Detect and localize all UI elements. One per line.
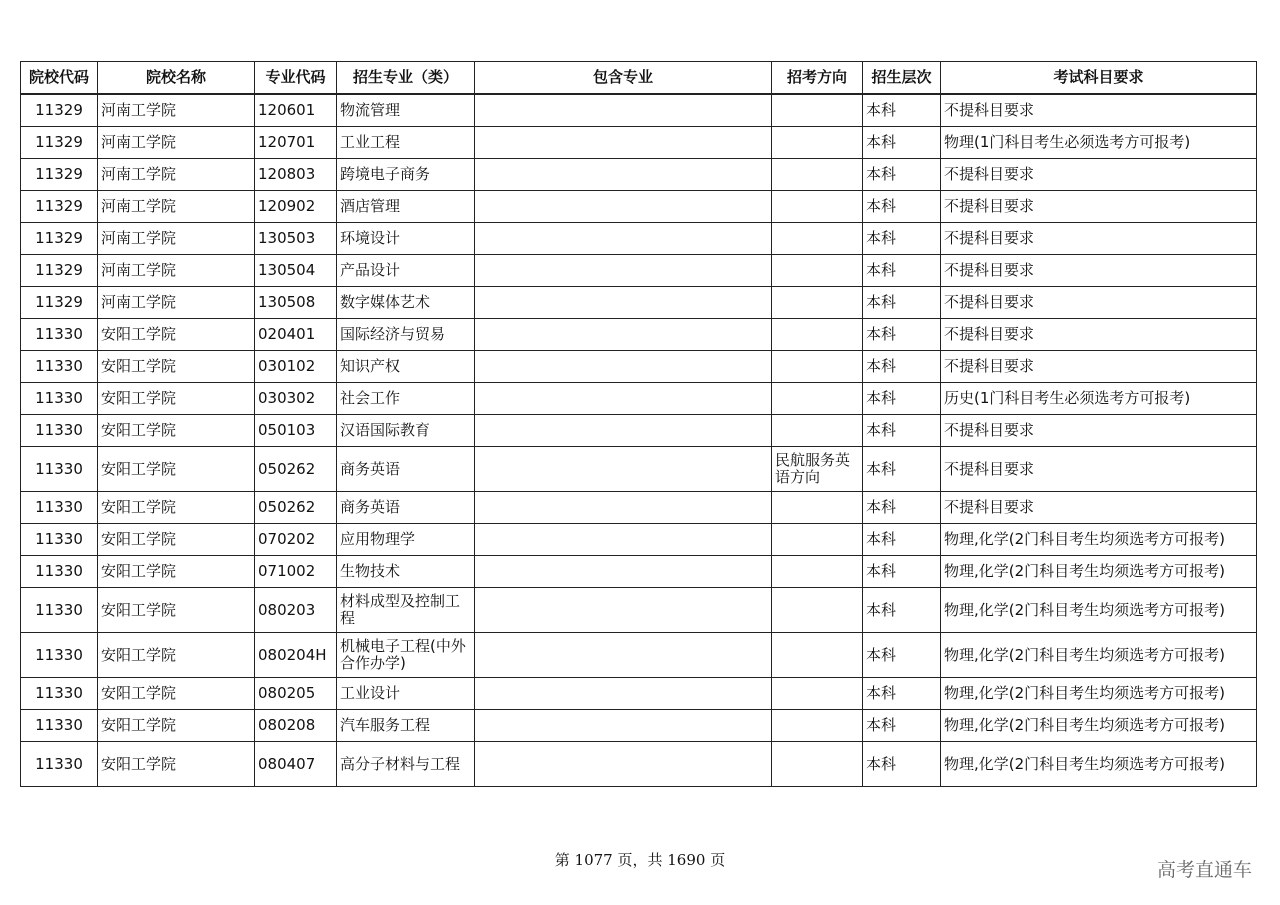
cell-includes bbox=[475, 223, 772, 255]
cell-school-name: 安阳工学院 bbox=[98, 319, 255, 351]
cell-major: 工业设计 bbox=[337, 678, 475, 710]
cell-includes bbox=[475, 524, 772, 556]
cell-major-code: 130508 bbox=[255, 287, 337, 319]
header-row bbox=[21, 62, 1257, 95]
cell-school-code: 11330 bbox=[21, 447, 98, 492]
cell-requirement: 不提科目要求 bbox=[941, 191, 1257, 223]
cell-requirement: 物理,化学(2门科目考生均须选考方可报考) bbox=[941, 588, 1257, 633]
cell-requirement: 不提科目要求 bbox=[941, 159, 1257, 191]
cell-major-code: 050103 bbox=[255, 415, 337, 447]
cell-major-code: 080407 bbox=[255, 742, 337, 787]
cell-school-name: 安阳工学院 bbox=[98, 492, 255, 524]
cell-school-code: 11330 bbox=[21, 742, 98, 787]
cell-includes bbox=[475, 588, 772, 633]
cell-level: 本科 bbox=[863, 524, 941, 556]
cell-direction bbox=[772, 127, 863, 159]
table-row bbox=[21, 710, 1257, 742]
cell-level: 本科 bbox=[863, 556, 941, 588]
cell-school-name: 河南工学院 bbox=[98, 287, 255, 319]
cell-direction bbox=[772, 223, 863, 255]
cell-major: 工业工程 bbox=[337, 127, 475, 159]
cell-requirement: 不提科目要求 bbox=[941, 351, 1257, 383]
header-school-code: 院校代码 bbox=[21, 62, 98, 95]
table-row bbox=[21, 255, 1257, 287]
cell-school-name: 河南工学院 bbox=[98, 94, 255, 127]
cell-level: 本科 bbox=[863, 678, 941, 710]
cell-school-name: 河南工学院 bbox=[98, 127, 255, 159]
cell-requirement: 不提科目要求 bbox=[941, 415, 1257, 447]
table-row bbox=[21, 351, 1257, 383]
cell-school-code: 11330 bbox=[21, 319, 98, 351]
cell-includes bbox=[475, 159, 772, 191]
cell-major: 应用物理学 bbox=[337, 524, 475, 556]
cell-direction bbox=[772, 588, 863, 633]
cell-requirement: 物理(1门科目考生必须选考方可报考) bbox=[941, 127, 1257, 159]
table-row bbox=[21, 127, 1257, 159]
cell-level: 本科 bbox=[863, 94, 941, 127]
cell-major: 环境设计 bbox=[337, 223, 475, 255]
cell-school-code: 11329 bbox=[21, 94, 98, 127]
cell-includes bbox=[475, 287, 772, 319]
cell-school-code: 11330 bbox=[21, 710, 98, 742]
cell-school-code: 11329 bbox=[21, 159, 98, 191]
cell-major-code: 120902 bbox=[255, 191, 337, 223]
cell-school-name: 安阳工学院 bbox=[98, 524, 255, 556]
table-body bbox=[21, 94, 1257, 787]
cell-school-name: 河南工学院 bbox=[98, 223, 255, 255]
cell-major: 数字媒体艺术 bbox=[337, 287, 475, 319]
cell-major: 酒店管理 bbox=[337, 191, 475, 223]
cell-school-code: 11330 bbox=[21, 633, 98, 678]
cell-direction bbox=[772, 351, 863, 383]
cell-school-name: 安阳工学院 bbox=[98, 415, 255, 447]
table-row bbox=[21, 524, 1257, 556]
cell-includes bbox=[475, 710, 772, 742]
cell-school-name: 河南工学院 bbox=[98, 191, 255, 223]
cell-level: 本科 bbox=[863, 351, 941, 383]
cell-direction bbox=[772, 492, 863, 524]
cell-includes bbox=[475, 415, 772, 447]
cell-school-code: 11329 bbox=[21, 191, 98, 223]
cell-school-code: 11330 bbox=[21, 415, 98, 447]
cell-includes bbox=[475, 127, 772, 159]
table-row bbox=[21, 678, 1257, 710]
cell-major: 材料成型及控制工程 bbox=[337, 588, 475, 633]
header-direction: 招考方向 bbox=[772, 62, 863, 95]
cell-school-code: 11329 bbox=[21, 127, 98, 159]
cell-school-name: 安阳工学院 bbox=[98, 678, 255, 710]
header-includes: 包含专业 bbox=[475, 62, 772, 95]
cell-includes bbox=[475, 633, 772, 678]
cell-direction bbox=[772, 678, 863, 710]
cell-school-name: 安阳工学院 bbox=[98, 588, 255, 633]
table-row bbox=[21, 383, 1257, 415]
cell-includes bbox=[475, 191, 772, 223]
cell-requirement: 物理,化学(2门科目考生均须选考方可报考) bbox=[941, 556, 1257, 588]
cell-school-code: 11330 bbox=[21, 588, 98, 633]
cell-direction bbox=[772, 556, 863, 588]
table-row bbox=[21, 415, 1257, 447]
cell-major-code: 080205 bbox=[255, 678, 337, 710]
header-requirement: 考试科目要求 bbox=[941, 62, 1257, 95]
header-major: 招生专业（类） bbox=[337, 62, 475, 95]
cell-includes bbox=[475, 94, 772, 127]
cell-major: 商务英语 bbox=[337, 447, 475, 492]
cell-requirement: 不提科目要求 bbox=[941, 492, 1257, 524]
cell-major: 知识产权 bbox=[337, 351, 475, 383]
cell-requirement: 物理,化学(2门科目考生均须选考方可报考) bbox=[941, 633, 1257, 678]
table-row bbox=[21, 742, 1257, 787]
cell-level: 本科 bbox=[863, 223, 941, 255]
cell-level: 本科 bbox=[863, 287, 941, 319]
cell-requirement: 不提科目要求 bbox=[941, 223, 1257, 255]
cell-direction bbox=[772, 742, 863, 787]
page-footer: 第 1077 页，共 1690 页 bbox=[554, 851, 726, 869]
cell-includes bbox=[475, 319, 772, 351]
cell-direction bbox=[772, 415, 863, 447]
cell-includes bbox=[475, 492, 772, 524]
cell-direction bbox=[772, 94, 863, 127]
cell-major: 商务英语 bbox=[337, 492, 475, 524]
cell-level: 本科 bbox=[863, 710, 941, 742]
cell-major-code: 120803 bbox=[255, 159, 337, 191]
cell-level: 本科 bbox=[863, 383, 941, 415]
cell-level: 本科 bbox=[863, 255, 941, 287]
cell-requirement: 历史(1门科目考生必须选考方可报考) bbox=[941, 383, 1257, 415]
cell-school-name: 安阳工学院 bbox=[98, 710, 255, 742]
cell-includes bbox=[475, 556, 772, 588]
table-row bbox=[21, 447, 1257, 492]
cell-school-code: 11329 bbox=[21, 287, 98, 319]
table-row bbox=[21, 588, 1257, 633]
cell-direction bbox=[772, 319, 863, 351]
cell-school-code: 11330 bbox=[21, 492, 98, 524]
cell-requirement: 物理,化学(2门科目考生均须选考方可报考) bbox=[941, 742, 1257, 787]
cell-major-code: 080204H bbox=[255, 633, 337, 678]
cell-requirement: 物理,化学(2门科目考生均须选考方可报考) bbox=[941, 710, 1257, 742]
cell-school-name: 安阳工学院 bbox=[98, 556, 255, 588]
table-row bbox=[21, 633, 1257, 678]
cell-includes bbox=[475, 351, 772, 383]
cell-school-code: 11330 bbox=[21, 678, 98, 710]
cell-includes bbox=[475, 255, 772, 287]
cell-major-code: 130504 bbox=[255, 255, 337, 287]
cell-major-code: 120701 bbox=[255, 127, 337, 159]
cell-school-code: 11330 bbox=[21, 524, 98, 556]
cell-direction: 民航服务英语方向 bbox=[772, 447, 863, 492]
cell-major-code: 030102 bbox=[255, 351, 337, 383]
cell-level: 本科 bbox=[863, 319, 941, 351]
cell-major-code: 120601 bbox=[255, 94, 337, 127]
cell-major: 高分子材料与工程 bbox=[337, 742, 475, 787]
cell-direction bbox=[772, 633, 863, 678]
cell-major: 跨境电子商务 bbox=[337, 159, 475, 191]
cell-includes bbox=[475, 383, 772, 415]
cell-direction bbox=[772, 287, 863, 319]
header-level: 招生层次 bbox=[863, 62, 941, 95]
cell-major: 汉语国际教育 bbox=[337, 415, 475, 447]
cell-level: 本科 bbox=[863, 742, 941, 787]
cell-requirement: 不提科目要求 bbox=[941, 447, 1257, 492]
cell-level: 本科 bbox=[863, 159, 941, 191]
cell-major: 生物技术 bbox=[337, 556, 475, 588]
table-row bbox=[21, 287, 1257, 319]
cell-direction bbox=[772, 383, 863, 415]
cell-major-code: 080208 bbox=[255, 710, 337, 742]
cell-school-code: 11330 bbox=[21, 383, 98, 415]
header-major-code: 专业代码 bbox=[255, 62, 337, 95]
cell-school-code: 11330 bbox=[21, 556, 98, 588]
table-row bbox=[21, 223, 1257, 255]
cell-requirement: 不提科目要求 bbox=[941, 319, 1257, 351]
cell-major: 国际经济与贸易 bbox=[337, 319, 475, 351]
table-row bbox=[21, 94, 1257, 127]
cell-includes bbox=[475, 678, 772, 710]
cell-direction bbox=[772, 159, 863, 191]
cell-major: 机械电子工程(中外合作办学) bbox=[337, 633, 475, 678]
cell-school-code: 11329 bbox=[21, 255, 98, 287]
admissions-table bbox=[20, 61, 1257, 787]
cell-major-code: 080203 bbox=[255, 588, 337, 633]
cell-school-name: 安阳工学院 bbox=[98, 447, 255, 492]
table-row bbox=[21, 319, 1257, 351]
cell-school-code: 11330 bbox=[21, 351, 98, 383]
cell-level: 本科 bbox=[863, 127, 941, 159]
table-row bbox=[21, 556, 1257, 588]
cell-major-code: 050262 bbox=[255, 492, 337, 524]
cell-requirement: 物理,化学(2门科目考生均须选考方可报考) bbox=[941, 678, 1257, 710]
cell-school-name: 河南工学院 bbox=[98, 255, 255, 287]
cell-requirement: 不提科目要求 bbox=[941, 287, 1257, 319]
table-row bbox=[21, 191, 1257, 223]
cell-major-code: 020401 bbox=[255, 319, 337, 351]
cell-requirement: 不提科目要求 bbox=[941, 255, 1257, 287]
cell-major: 产品设计 bbox=[337, 255, 475, 287]
cell-requirement: 物理,化学(2门科目考生均须选考方可报考) bbox=[941, 524, 1257, 556]
cell-level: 本科 bbox=[863, 415, 941, 447]
cell-school-name: 安阳工学院 bbox=[98, 633, 255, 678]
cell-major: 社会工作 bbox=[337, 383, 475, 415]
cell-major-code: 071002 bbox=[255, 556, 337, 588]
cell-includes bbox=[475, 447, 772, 492]
cell-direction bbox=[772, 524, 863, 556]
cell-level: 本科 bbox=[863, 447, 941, 492]
cell-level: 本科 bbox=[863, 633, 941, 678]
cell-includes bbox=[475, 742, 772, 787]
cell-school-name: 河南工学院 bbox=[98, 159, 255, 191]
cell-level: 本科 bbox=[863, 588, 941, 633]
table-row bbox=[21, 159, 1257, 191]
cell-direction bbox=[772, 255, 863, 287]
cell-school-name: 安阳工学院 bbox=[98, 351, 255, 383]
cell-level: 本科 bbox=[863, 492, 941, 524]
cell-direction bbox=[772, 710, 863, 742]
cell-level: 本科 bbox=[863, 191, 941, 223]
cell-major-code: 070202 bbox=[255, 524, 337, 556]
cell-major: 物流管理 bbox=[337, 94, 475, 127]
cell-requirement: 不提科目要求 bbox=[941, 94, 1257, 127]
watermark: 高考直通车 bbox=[1156, 859, 1252, 881]
cell-direction bbox=[772, 191, 863, 223]
table-row bbox=[21, 492, 1257, 524]
cell-school-code: 11329 bbox=[21, 223, 98, 255]
cell-school-name: 安阳工学院 bbox=[98, 742, 255, 787]
cell-major: 汽车服务工程 bbox=[337, 710, 475, 742]
header-school-name: 院校名称 bbox=[98, 62, 255, 95]
cell-major-code: 030302 bbox=[255, 383, 337, 415]
cell-school-name: 安阳工学院 bbox=[98, 383, 255, 415]
cell-major-code: 050262 bbox=[255, 447, 337, 492]
cell-major-code: 130503 bbox=[255, 223, 337, 255]
